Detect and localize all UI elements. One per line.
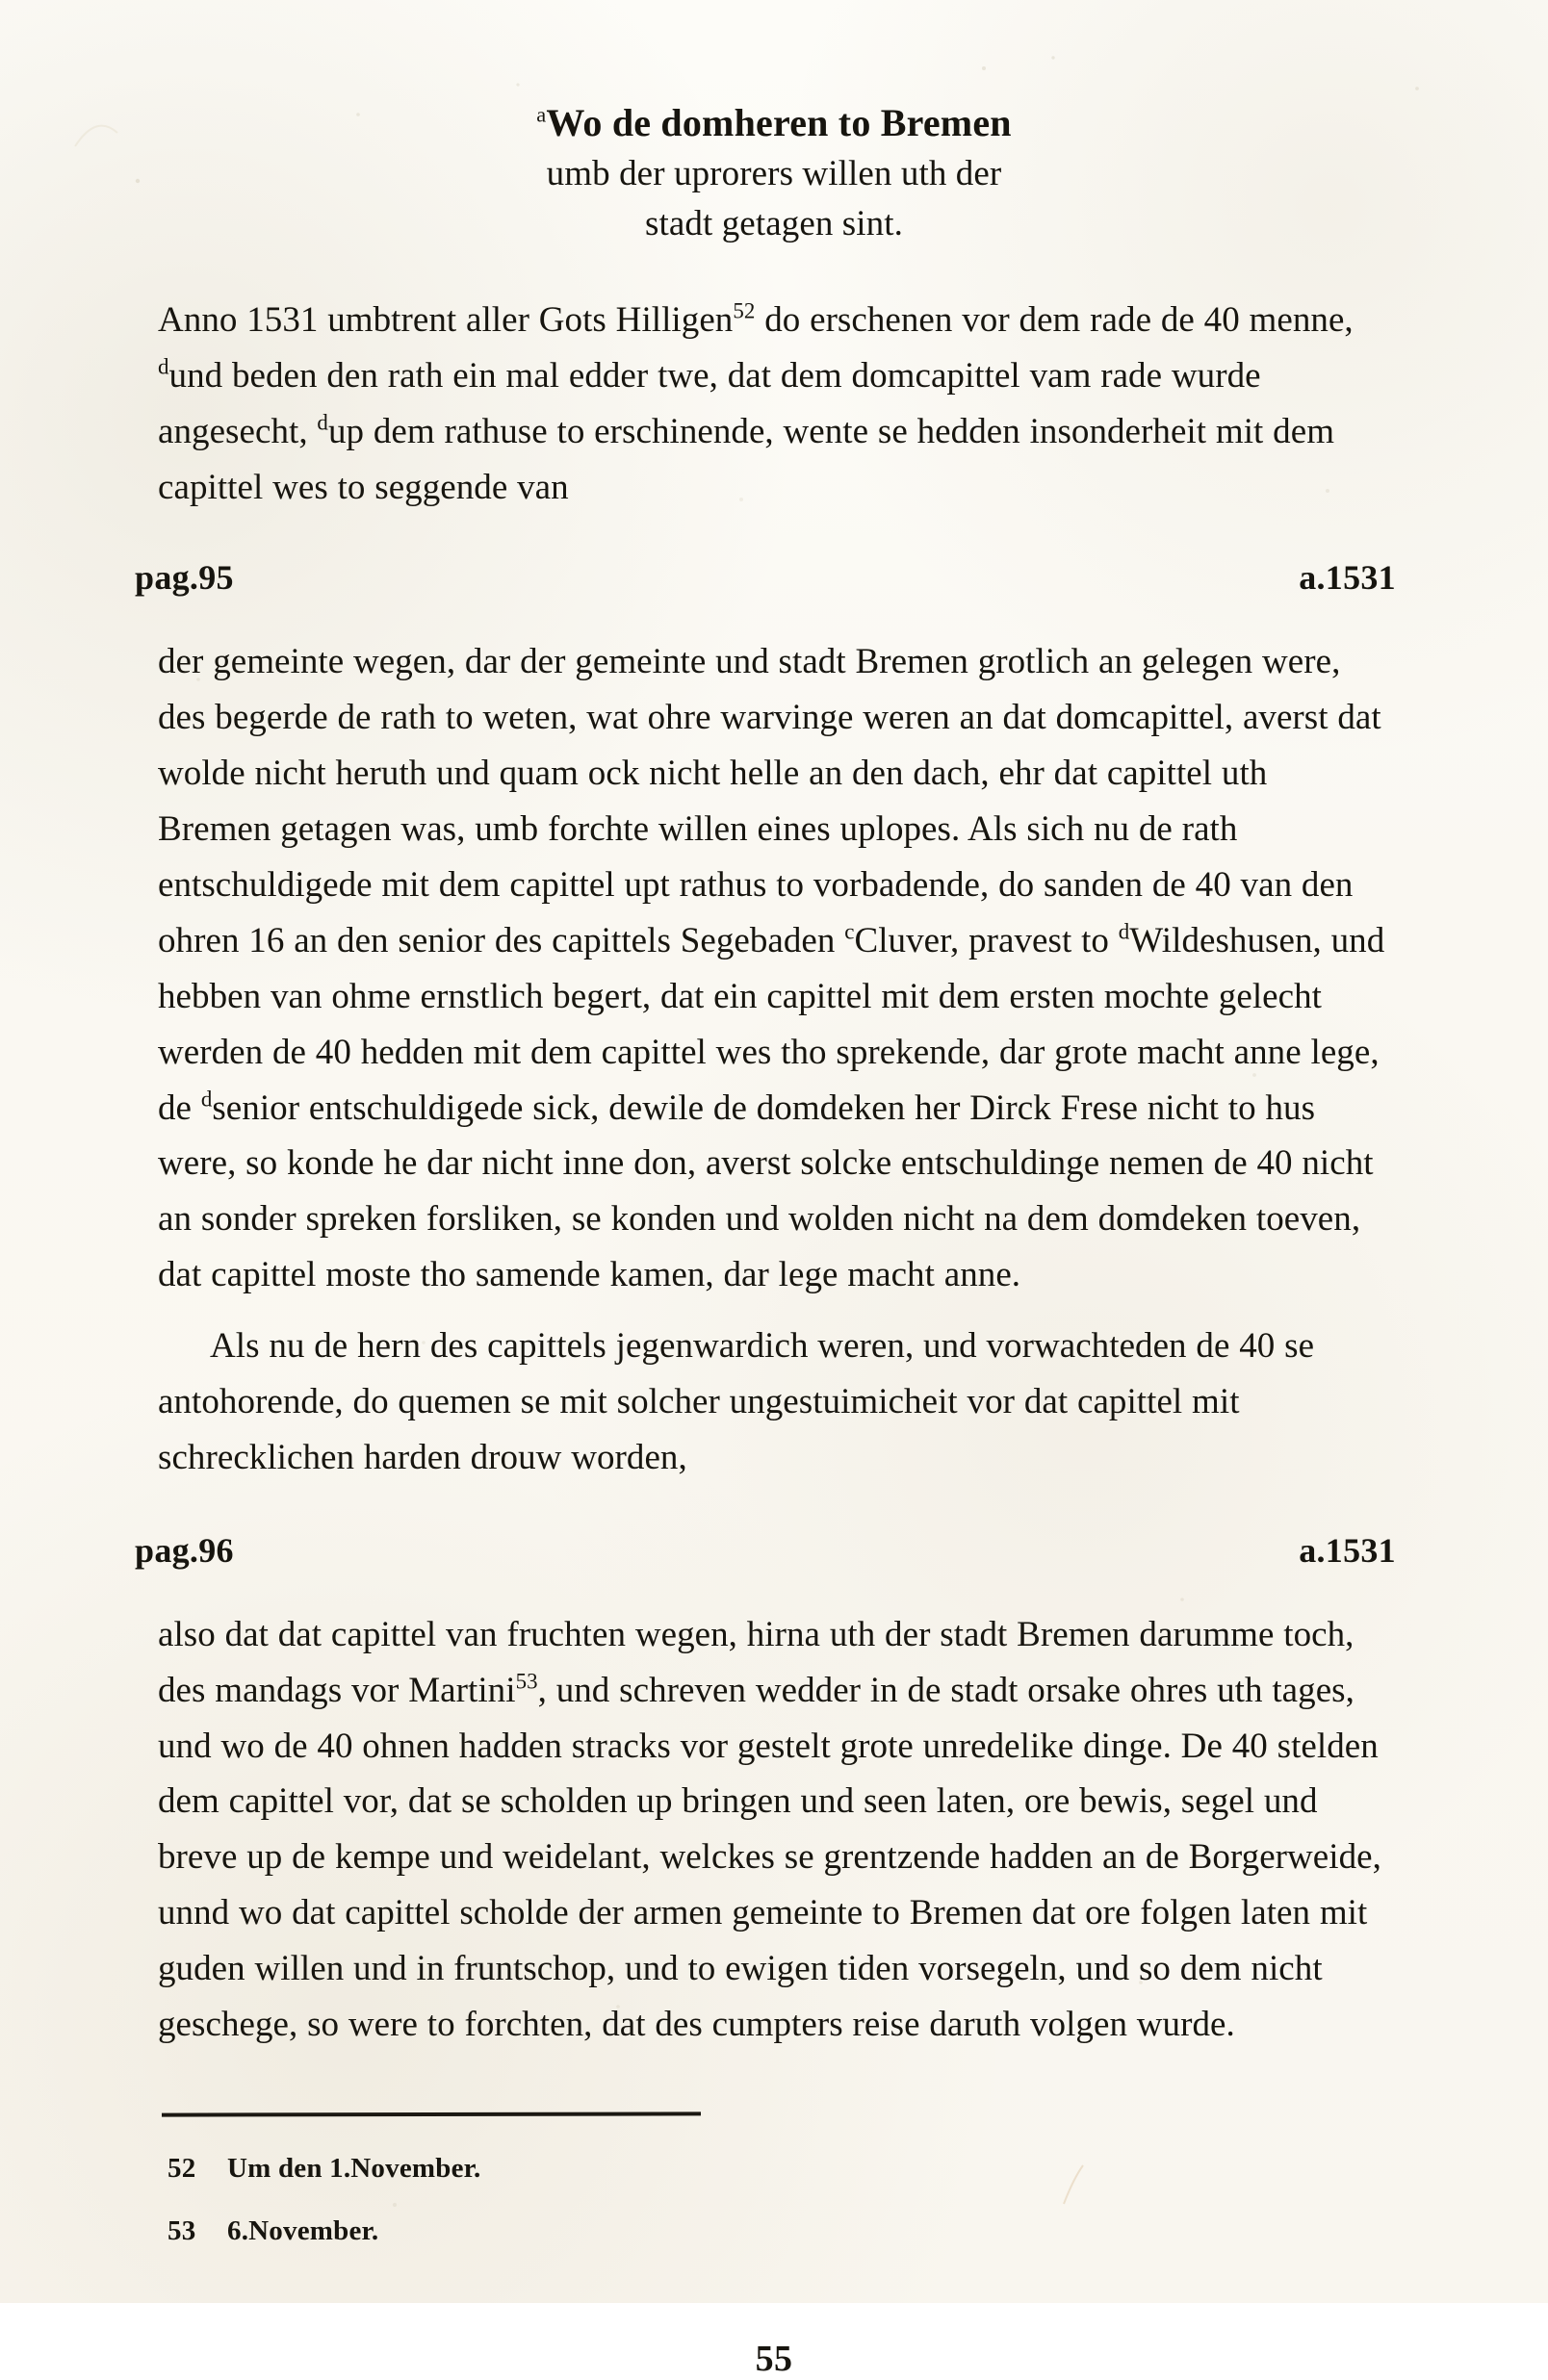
- intro-text-3: und beden den rath ein mal edder twe, dat dem domcapittel vam rade wurde angesecht,: [158, 355, 1261, 451]
- footnote-marker-c: c: [844, 919, 855, 944]
- page-subtitle: [135, 147, 1413, 250]
- intro-paragraph: [135, 250, 1413, 516]
- footnote-number: 53: [168, 2214, 196, 2246]
- body-paragraph-3: [135, 1592, 1413, 2053]
- page-reference-row-1: [135, 515, 1413, 598]
- page-title: [135, 83, 1413, 147]
- footnote-text: 6.November.: [227, 2214, 379, 2246]
- footnote-marker-d-2: d: [317, 410, 328, 435]
- footnote-ref-53[interactable]: 53: [515, 1669, 538, 1694]
- intro-text-2: do erschenen vor dem rade de 40 menne,: [755, 299, 1354, 340]
- page-subtitle-line-1: umb der uprorers willen uth der: [546, 153, 1002, 193]
- body3-text-1: also dat dat capittel van fruchten wegen, hirna uth der stadt Bremen darumme toch, des mandags vor Martini: [158, 1614, 1354, 1710]
- year-marker: a.1531: [1299, 558, 1396, 598]
- footnote-list: [135, 2116, 1413, 2245]
- body1-text-3: Wildeshusen, und hebben van ohme ernstlich begert, dat ein capittel mit dem ersten mochte gelecht werden de 40 hedden mit dem capittel wes tho sprekende, dar grote macht anne lege, de: [158, 920, 1385, 1128]
- body1-text-4: senior entschuldigede sick, dewile de domdeken her Dirck Frese nicht to hus were, so konde he dar nicht inne don, averst solcke entschuldinge nemen de 40 nicht an sonder spreken forsliken, se konden und wolden nicht na dem domdeken toeven, dat capittel moste tho samende kamen, dar lege macht anne.: [158, 1088, 1374, 1295]
- folio-page-number: 55: [755, 2338, 793, 2379]
- year-marker-2: a.1531: [1299, 1530, 1396, 1570]
- body-paragraph-2: Als nu de hern des capittels jegenwardich weren, und vorwachteden de 40 se antohorende, do quemen se mit solcher ungestuimicheit vor dat capittel mit schrecklichen harden drouw worden,: [158, 1326, 1315, 1477]
- footnote-marker-d-4: d: [200, 1087, 213, 1112]
- footnote-marker-d-1: d: [158, 354, 169, 379]
- intro-text-4: up dem rathuse to erschinende, wente se hedden insonderheit mit dem capittel wes to seggende van: [158, 411, 1335, 507]
- footnote-ref-52[interactable]: 52: [733, 298, 756, 323]
- body1-text-1: der gemeinte wegen, dar der gemeinte und stadt Bremen grotlich an gelegen were, des begerde de rath to weten, wat ohre warvinge weren an dat domcapittel, averst dat wolde nicht heruth und quam ock nicht helle an den dach, ehr dat capittel uth Bremen getagen was, umb forchte willen eines uplopes. Als sich nu de rath entschuldigede mit dem capittel upt rathus to vorbadende, do sanden de 40 van den ohren 16 an den senior des capittels Segebaden: [158, 642, 1381, 960]
- footnote-marker-a: a: [536, 102, 547, 127]
- footnote-item: [168, 2152, 1413, 2184]
- intro-text-1: Anno 1531 umbtrent aller Gots Hilligen: [158, 299, 734, 340]
- footnote-number: 52: [168, 2152, 196, 2184]
- page-subtitle-line-2: stadt getagen sint.: [644, 204, 904, 244]
- body3-text-2: , und schreven wedder in de stadt orsake ohres uth tages, und wo de 40 ohnen hadden stracks vor gestelt grote unredelike dinge. De 40 stelden dem capittel vor, dat se scholden up bringen und seen laten, ore bewis, segel und breve up de kempe und weidelant, welckes se grentzende hadden an de Borgerweide, unnd wo dat capittel scholde der armen gemeinte to Bremen dat ore folgen laten mit guden willen und in fruntschop, und to ewigen tiden vorsegeln, und so dem nicht geschege, so were to forchten, dat des cumpters reise daruth volgen wurde.: [158, 1670, 1381, 2045]
- footnote-marker-d-3: d: [1118, 919, 1130, 944]
- footnote-item: [168, 2214, 1413, 2246]
- manuscript-page-marker-2: pag.96: [135, 1530, 234, 1570]
- page-reference-row-2: [135, 1486, 1413, 1571]
- footnote-text: Um den 1.November.: [227, 2152, 481, 2184]
- body-paragraph-1: [135, 619, 1413, 1303]
- body1-text-2: Cluver, pravest to: [854, 920, 1119, 960]
- page-title-text: Wo de domheren to Bremen: [546, 101, 1012, 144]
- manuscript-page-marker: pag.95: [135, 558, 234, 598]
